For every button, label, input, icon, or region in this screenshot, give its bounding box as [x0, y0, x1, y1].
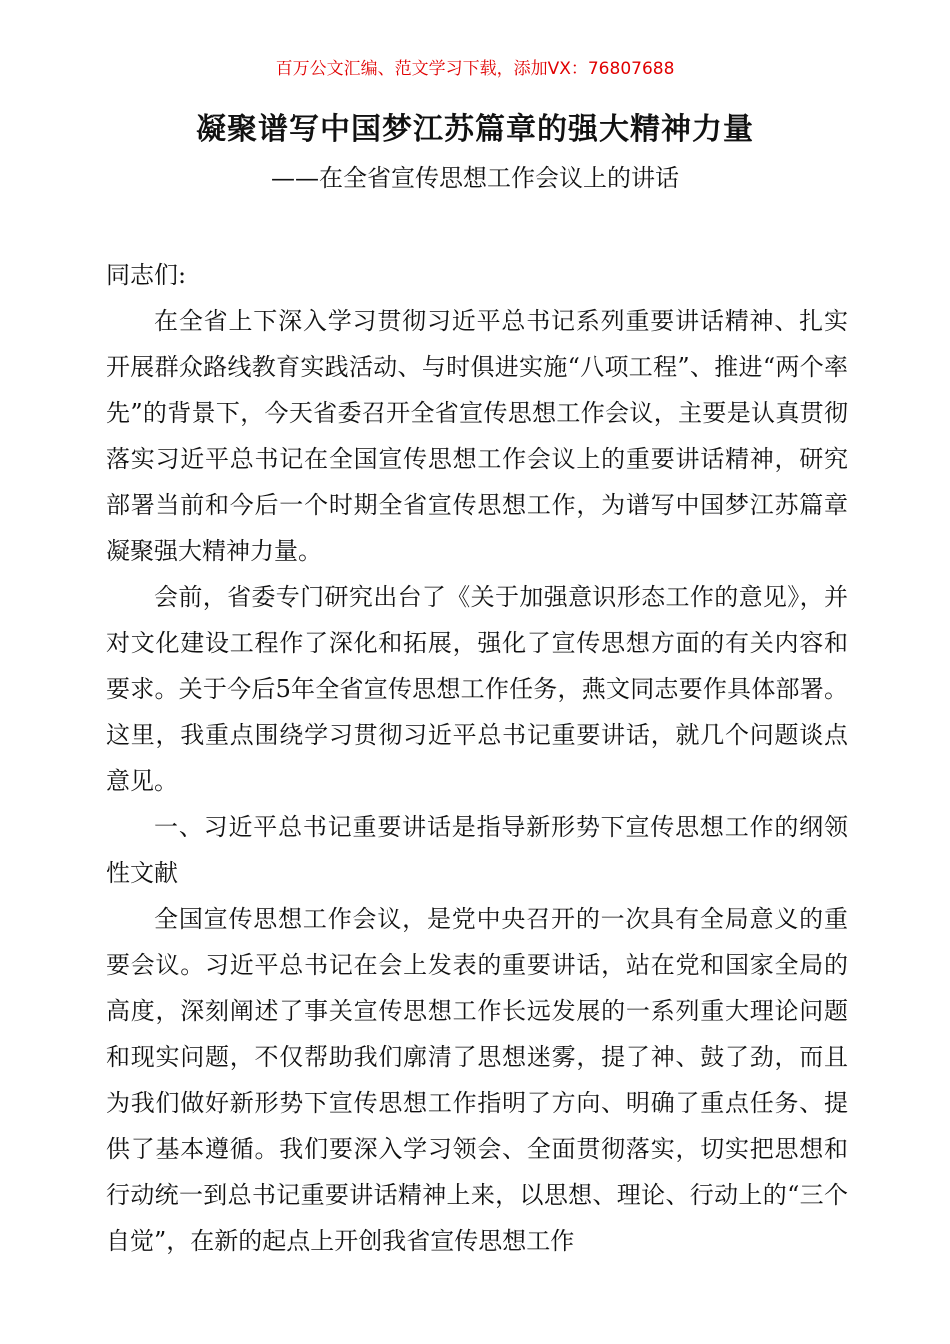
- section-heading-1: 一、习近平总书记重要讲话是指导新形势下宣传思想工作的纲领性文献: [106, 813, 848, 887]
- paragraph-section-1: 全国宣传思想工作会议，是党中央召开的一次具有全局意义的重要会议。习近平总书记在会上发表的重要讲话，站在党和国家全局的高度，深刻阐述了事关宣传思想工作长远发展的一系列重大理论问题和现实问题，不仅帮助我们廓清了思想迷雾，提了神、鼓了劲，而且为我们做好新形势下宣传思想工作指明了方向、明确了重点任务、提供了基本遵循。我们要深入学习领会、全面贯彻落实，切实把思想和行动统一到总书记重要讲话精神上来，以思想、理论、行动上的“三个自觉”，在新的起点上开创我省宣传思想工作: [106, 905, 848, 1255]
- watermark-header: 百万公文汇编、范文学习下载，添加VX：76807688: [275, 59, 675, 79]
- document-body: [106, 252, 848, 1264]
- salutation: 同志们:: [106, 261, 187, 289]
- document-subtitle: ——在全省宣传思想工作会议上的讲话: [271, 164, 679, 192]
- paragraph-intro: 在全省上下深入学习贯彻习近平总书记系列重要讲话精神、扎实开展群众路线教育实践活动、与时俱进实施“八项工程”、推进“两个率先”的背景下，今天省委召开全省宣传思想工作会议，主要是认真贯彻落实习近平总书记在全国宣传思想工作会议上的重要讲话精神，研究部署当前和今后一个时期全省宣传思想工作，为谱写中国梦江苏篇章凝聚强大精神力量。: [106, 307, 848, 565]
- paragraph-meeting-background: 会前，省委专门研究出台了《关于加强意识形态工作的意见》，并对文化建设工程作了深化和拓展，强化了宣传思想方面的有关内容和要求。关于今后5年全省宣传思想工作任务，燕文同志要作具体部署。这里，我重点围绕学习贯彻习近平总书记重要讲话，就几个问题谈点意见。: [106, 583, 848, 795]
- document-title: 凝聚谱写中国梦江苏篇章的强大精神力量: [196, 112, 754, 147]
